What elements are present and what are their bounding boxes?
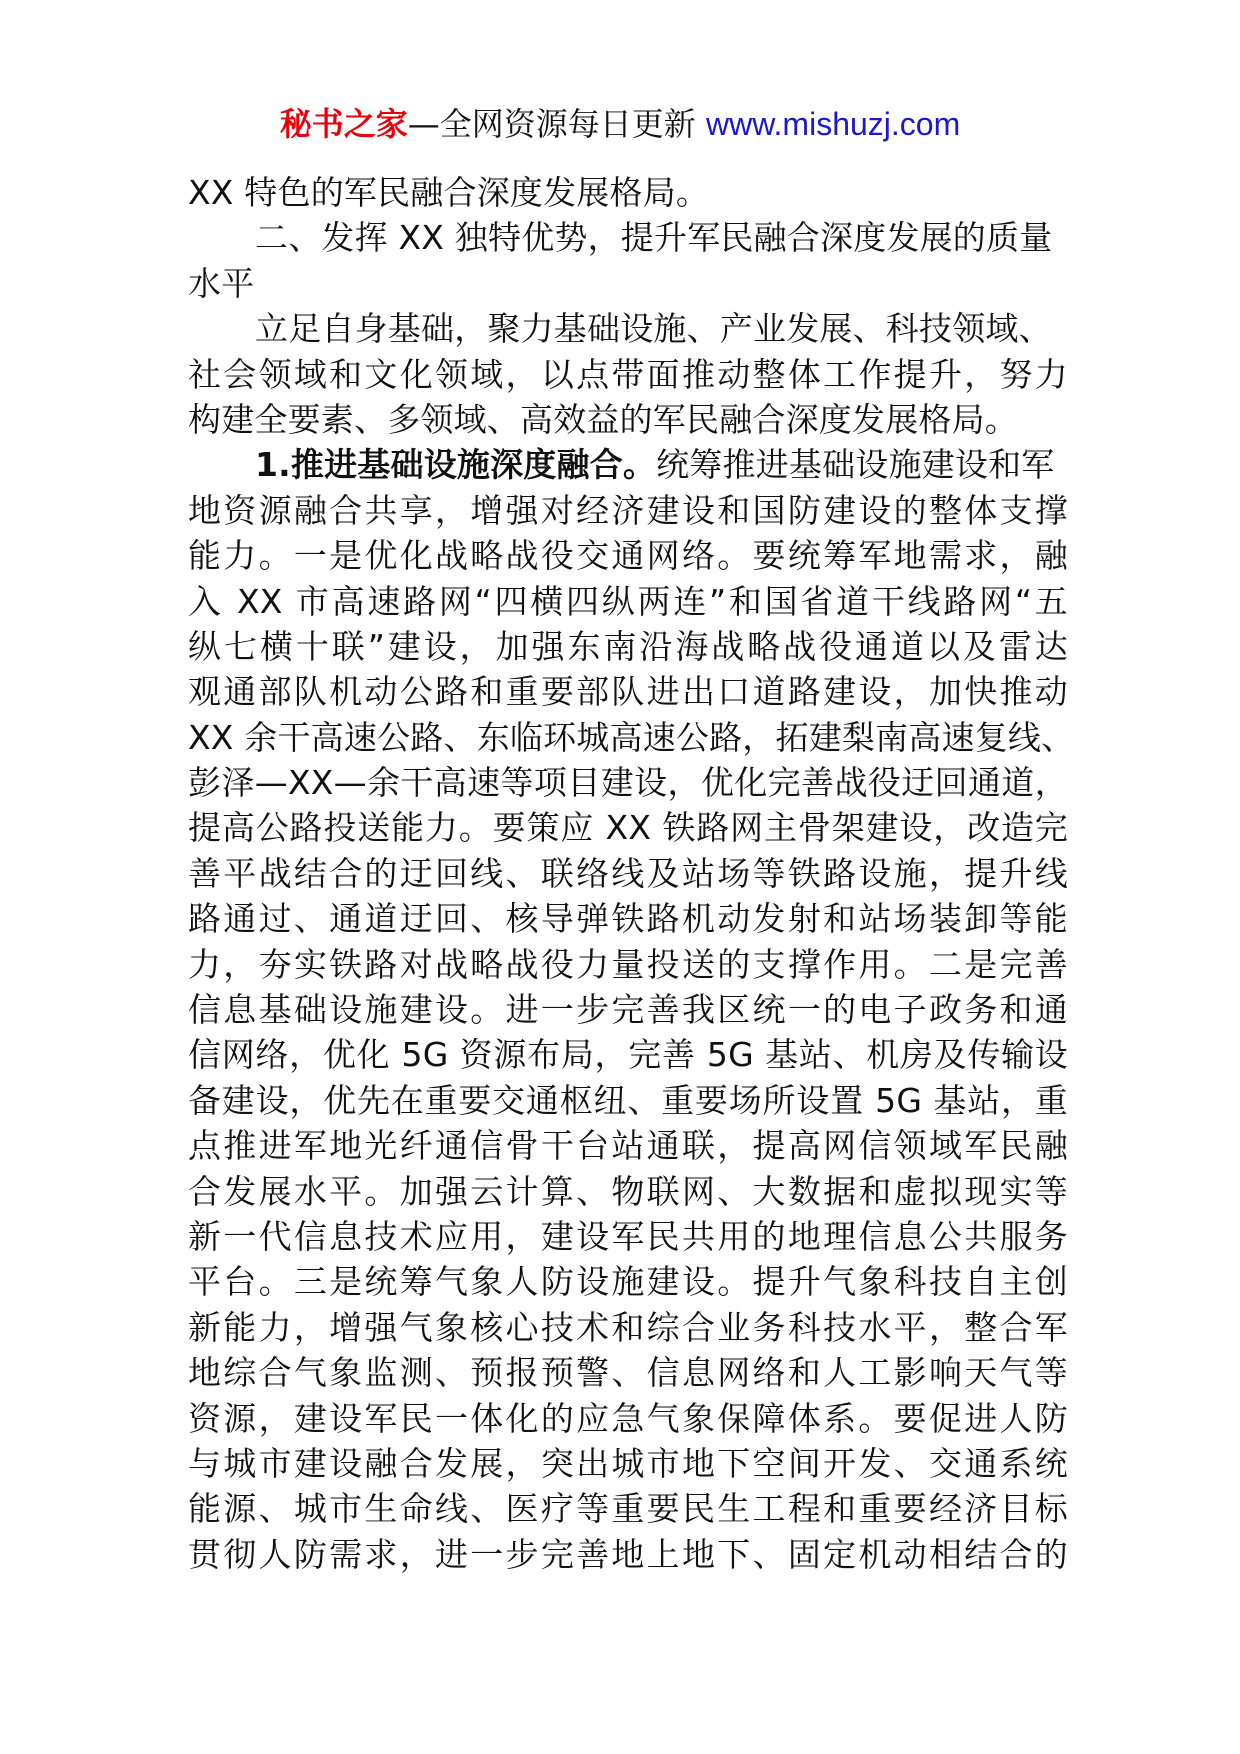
text-line: 贯彻人防需求，进一步完善地上地下、固定机动相结合的 [188, 1534, 1068, 1574]
subsection-lead: 统筹推进基础设施建设和军 [656, 445, 1055, 485]
text-line: 立足自身基础，聚力基础设施、产业发展、科技领域、 [255, 309, 1052, 349]
text-line: 社会领域和文化领域，以点带面推动整体工作提升，努力 [188, 354, 1068, 394]
text-line: 地资源融合共享，增强对经济建设和国防建设的整体支撑 [188, 490, 1068, 530]
page-header [0, 100, 1240, 148]
text-line: 力，夯实铁路对战略战役力量投送的支撑作用。二是完善 [188, 944, 1068, 984]
text-line: 合发展水平。加强云计算、物联网、大数据和虚拟现实等 [188, 1171, 1068, 1211]
text-line: 备建设，优先在重要交通枢纽、重要场所设置 5G 基站，重 [188, 1080, 1068, 1120]
text-line: 能源、城市生命线、医疗等重要民生工程和重要经济目标 [188, 1489, 1068, 1529]
text-line: 与城市建设融合发展，突出城市地下空间开发、交通系统 [188, 1443, 1068, 1483]
section-heading: 二、发挥 XX 独特优势，提升军民融合深度发展的质量 [255, 218, 1053, 258]
header-site-link[interactable]: www.mishuzj.com [705, 106, 961, 142]
text-line: 地综合气象监测、预报预警、信息网络和人工影响天气等 [188, 1353, 1068, 1393]
text-line: 入 XX 市高速路网“四横四纵两连”和国省道干线路网“五 [188, 581, 1068, 621]
text-line: 纵七横十联”建设，加强东南沿海战略战役通道以及雷达 [188, 626, 1068, 666]
header-tagline: —全网资源每日更新 [407, 105, 706, 143]
body-text [188, 170, 1075, 1577]
text-line: 观通部队机动公路和重要部队进出口道路建设，加快推动 [188, 672, 1068, 712]
text-line: 提高公路投送能力。要策应 XX 铁路网主骨架建设，改造完 [188, 808, 1068, 848]
subsection-heading: 1.推进基础设施深度融合。 [255, 445, 657, 485]
text-line [188, 442, 1068, 487]
header-brand: 秘书之家 [279, 105, 408, 143]
text-line: 信息基础设施建设。进一步完善我区统一的电子政务和通 [188, 990, 1068, 1030]
section-heading-continued: 水平 [188, 263, 255, 303]
text-line: 彭泽—XX—余干高速等项目建设，优化完善战役迂回通道， [188, 763, 1068, 803]
text-line: 新一代信息技术应用，建设军民共用的地理信息公共服务 [188, 1216, 1068, 1256]
text-line: 平台。三是统筹气象人防设施建设。提升气象科技自主创 [188, 1262, 1068, 1302]
text-line: 善平战结合的迂回线、联络线及站场等铁路设施，提升线 [188, 853, 1068, 893]
text-line: 新能力，增强气象核心技术和综合业务科技水平，整合军 [188, 1307, 1068, 1347]
text-line: 路通过、通道迂回、核导弹铁路机动发射和站场装卸等能 [188, 899, 1068, 939]
text-line: XX 余干高速公路、东临环城高速公路，拓建梨南高速复线、 [188, 717, 1075, 757]
text-line: 构建全要素、多领域、高效益的军民融合深度发展格局。 [188, 399, 1018, 439]
text-line: XX 特色的军民融合深度发展格局。 [188, 173, 710, 212]
text-line: 点推进军地光纤通信骨干台站通联，提高网信领域军民融 [188, 1126, 1068, 1166]
text-line: 资源，建设军民一体化的应急气象保障体系。要促进人防 [188, 1398, 1068, 1438]
text-line: 能力。一是优化战略战役交通网络。要统筹军地需求，融 [188, 536, 1068, 576]
text-line: 信网络，优化 5G 资源布局，完善 5G 基站、机房及传输设 [188, 1035, 1068, 1075]
